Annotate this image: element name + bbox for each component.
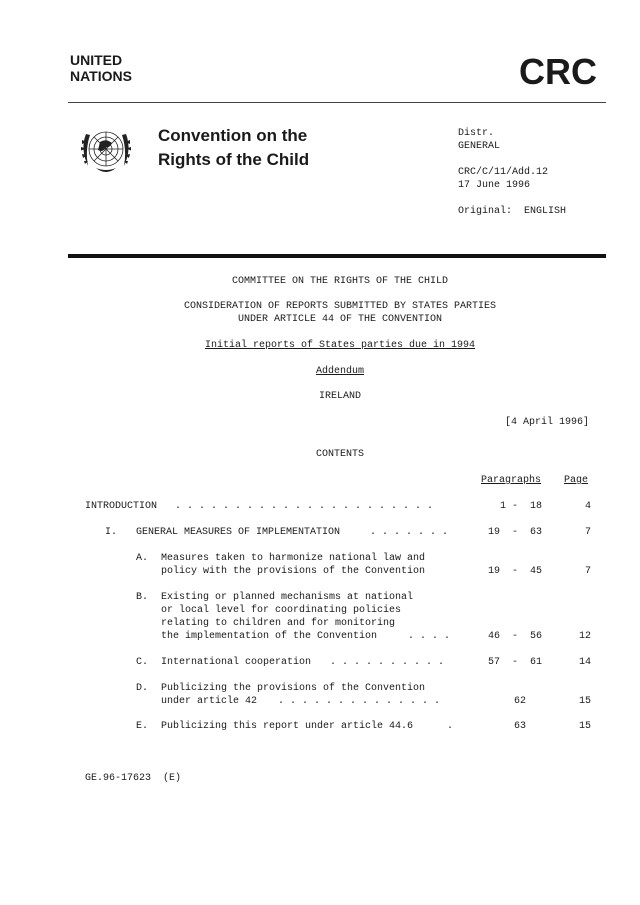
toc-section1-label: GENERAL MEASURES OF IMPLEMENTATION [136, 527, 341, 538]
toc-item-a-letter: A. [136, 553, 149, 564]
convention-title-line2: Rights of the Child [158, 150, 310, 169]
toc-col-page: Page [564, 475, 589, 486]
org-name-line2: NATIONS [70, 68, 132, 84]
org-name-line1: UNITED [70, 52, 123, 68]
toc-item-e-paragraphs: 63 [514, 721, 527, 732]
toc-item-c-dots: . . . . . . . . . . [330, 657, 445, 668]
toc-item-c-paragraphs: 57 - 61 [488, 657, 543, 668]
report-date: [4 April 1996] [505, 417, 590, 428]
toc-item-e-dots: . [447, 721, 454, 732]
toc-item-a-line1: Measures taken to harmonize national law and [161, 553, 426, 564]
toc-item-c-page: 14 [578, 657, 591, 668]
toc-intro-dots: . . . . . . . . . . . . . . . . . . . . . . [175, 501, 434, 512]
document-symbol: CRC/C/11/Add.12 [458, 167, 549, 178]
toc-item-b-dots: . . . . [408, 631, 451, 642]
original-language: Original: ENGLISH [458, 206, 567, 217]
consideration-line1: CONSIDERATION OF REPORTS SUBMITTED BY STATES PARTIES [183, 301, 497, 312]
toc-intro-page: 4 [584, 501, 591, 512]
addendum-text: Addendum [315, 366, 364, 377]
convention-title [158, 124, 309, 172]
toc-item-a-paragraphs: 19 - 45 [488, 566, 543, 577]
toc-item-e-page: 15 [578, 721, 591, 732]
toc-item-d-page: 15 [578, 696, 591, 707]
toc-section1-dots: . . . . . . . [370, 527, 449, 538]
toc-item-b-page: 12 [578, 631, 591, 642]
toc-item-b-line4: the implementation of the Convention [161, 631, 378, 642]
addendum-heading [68, 365, 612, 378]
country-heading: IRELAND [318, 391, 361, 402]
toc-item-b-paragraphs: 46 - 56 [488, 631, 543, 642]
toc-item-a-label [161, 552, 425, 578]
toc-intro-paragraphs: 1 - 18 [500, 501, 543, 512]
convention-title-line1: Convention on the [158, 126, 308, 145]
committee-heading: COMMITTEE ON THE RIGHTS OF THE CHILD [231, 276, 449, 287]
toc-item-c-letter: C. [136, 657, 149, 668]
initial-reports-text: Initial reports of States parties due in 1994 [204, 340, 476, 351]
document-series-symbol: CRC [519, 51, 597, 92]
un-emblem-icon [76, 122, 136, 178]
toc-section1-paragraphs: 19 - 63 [488, 527, 543, 538]
toc-intro-label: INTRODUCTION [85, 501, 158, 512]
initial-reports-heading [68, 339, 612, 352]
job-number: GE.96-17623 (E) [85, 773, 182, 784]
distr-label: Distr. [458, 128, 495, 139]
consideration-line2: UNDER ARTICLE 44 OF THE CONVENTION [237, 314, 443, 325]
toc-item-b-line2: or local level for coordinating policies [161, 605, 402, 616]
toc-item-d-paragraphs: 62 [514, 696, 527, 707]
toc-item-d-dots: . . . . . . . . . . . . . . [278, 696, 441, 707]
org-name [70, 52, 132, 84]
distr-value: GENERAL [458, 141, 501, 152]
toc-col-paragraphs: Paragraphs [481, 475, 542, 486]
toc-item-b-line3: relating to children and for monitoring [161, 618, 396, 629]
toc-item-b-label [161, 591, 413, 643]
consideration-heading [68, 300, 612, 326]
toc-section1-page: 7 [584, 527, 591, 538]
title-divider [68, 254, 606, 258]
document-date: 17 June 1996 [458, 180, 531, 191]
distribution-block [458, 127, 566, 218]
toc-item-c-label: International cooperation [161, 657, 312, 668]
toc-item-d-letter: D. [136, 683, 149, 694]
toc-item-a-page: 7 [584, 566, 591, 577]
toc-section1-number: I. [105, 527, 118, 538]
contents-heading: CONTENTS [315, 449, 364, 460]
toc-item-d-line2: under article 42 [161, 696, 258, 707]
toc-item-d-line1: Publicizing the provisions of the Convention [161, 683, 426, 694]
toc-item-e-letter: E. [136, 721, 149, 732]
toc-item-a-line2: policy with the provisions of the Convention [161, 566, 426, 577]
header-divider [68, 102, 606, 103]
toc-item-b-line1: Existing or planned mechanisms at national [161, 592, 414, 603]
toc-item-b-letter: B. [136, 592, 149, 603]
toc-item-e-label: Publicizing this report under article 44.6 [161, 721, 414, 732]
